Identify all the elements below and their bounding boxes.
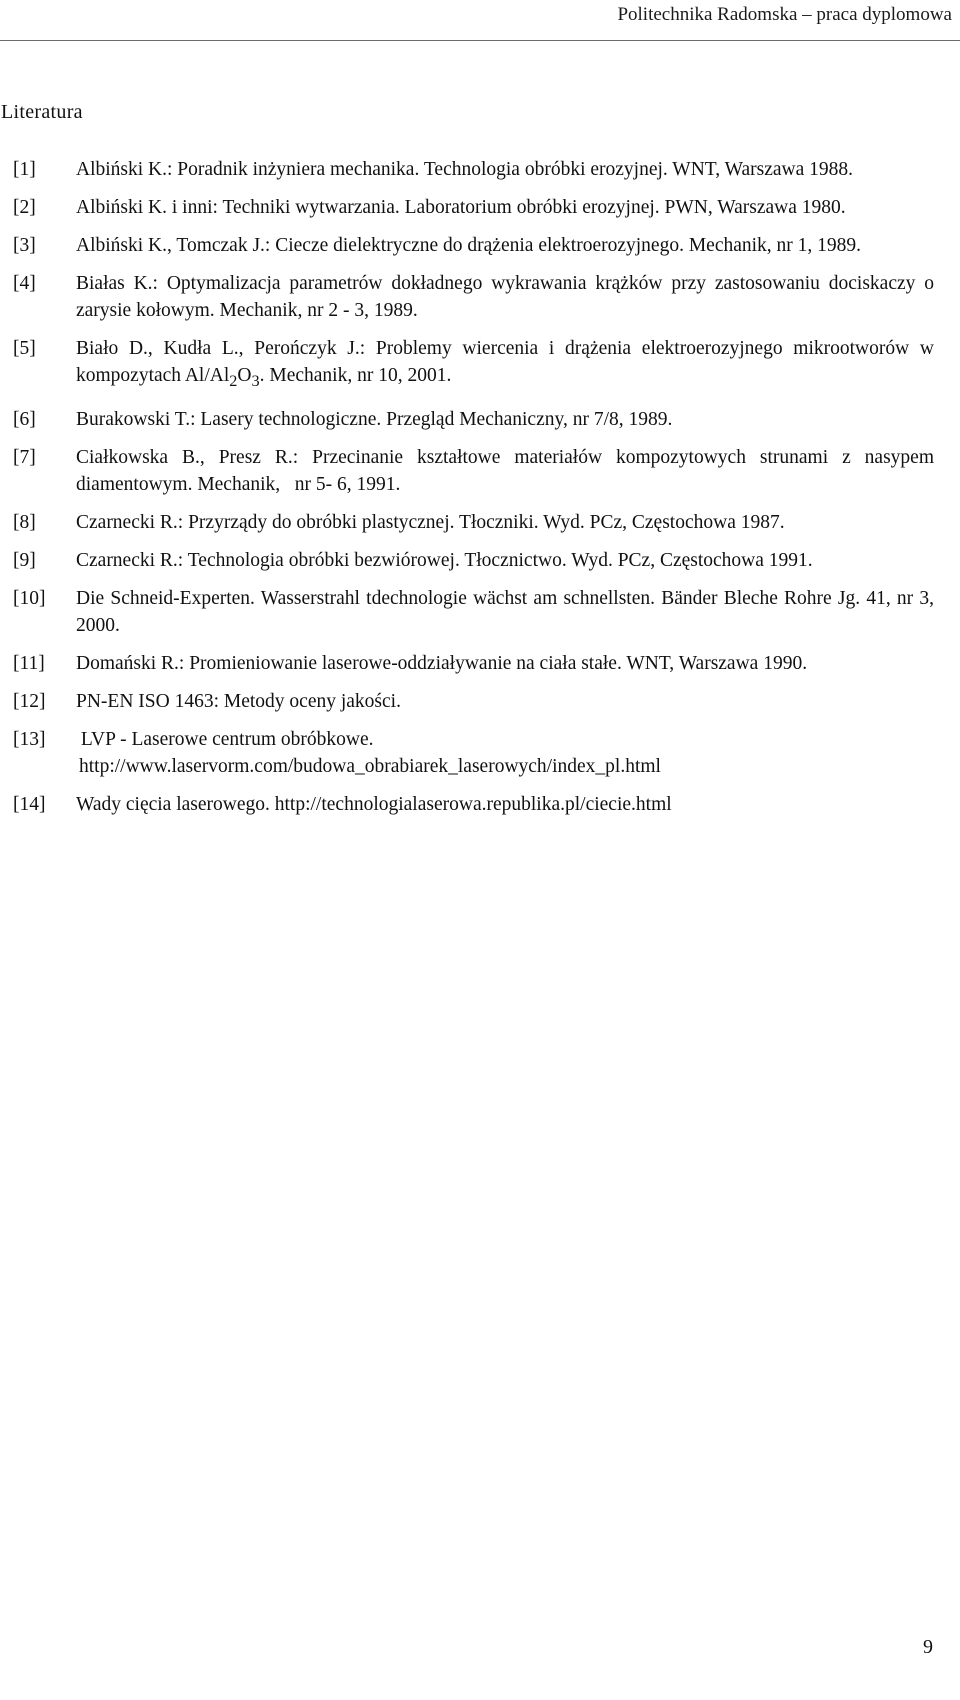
reference-item (0, 688, 960, 715)
reference-text: Albiński K. i inni: Techniki wytwarzania. Laboratorium obróbki erozyjnej. PWN, Warszawa 1980. (76, 197, 846, 218)
reference-number: [4] (13, 273, 36, 294)
reference-text: LVP - Laserowe centrum obróbkowe. (76, 728, 374, 750)
running-header: Politechnika Radomska – praca dyplomowa (617, 4, 952, 25)
reference-text: Wady cięcia laserowego. http://technologialaserowa.republika.pl/ciecie.html (76, 793, 672, 815)
reference-text: Domański R.: Promieniowanie laserowe-oddziaływanie na ciała stałe. WNT, Warszawa 1990. (76, 652, 808, 674)
reference-item (0, 156, 960, 183)
reference-number: [6] (13, 408, 36, 430)
reference-number: [2] (13, 197, 36, 218)
reference-number: [11] (13, 652, 45, 674)
page-number: 9 (923, 1636, 933, 1658)
reference-item (0, 547, 960, 574)
reference-number: [1] (13, 159, 36, 180)
reference-text: Czarnecki R.: Przyrządy do obróbki plastycznej. Tłoczniki. Wyd. PCz, Częstochowa 1987. (76, 511, 785, 533)
reference-text: Albiński K.: Poradnik inżyniera mechanika. Technologia obróbki erozyjnej. WNT, Warszawa 1988. (76, 159, 854, 180)
reference-number: [9] (13, 549, 36, 571)
reference-text: PN-EN ISO 1463: Metody oceny jakości. (76, 690, 401, 712)
reference-item (0, 444, 960, 498)
section-title: Literatura (1, 101, 83, 123)
subscript-digit: 2 (229, 371, 238, 390)
reference-url[interactable]: http://www.laservorm.com/budowa_obrabiarek_laserowych/index_pl.html (79, 755, 661, 777)
reference-item (0, 726, 960, 780)
reference-item (0, 585, 960, 639)
reference-text: Ciałkowska B., Presz R.: Przecinanie kształtowe materiałów kompozytowych strunami z nasypem diamentowym. Mechanik, nr 5- 6, 1991. (76, 446, 939, 495)
reference-text: Albiński K., Tomczak J.: Ciecze dielektryczne do drążenia elektroerozyjnego. Mechanik, nr 1, 1989. (76, 235, 862, 256)
reference-text: Czarnecki R.: Technologia obróbki bezwiórowej. Tłocznictwo. Wyd. PCz, Częstochowa 1991. (76, 549, 813, 571)
reference-number: [7] (13, 446, 36, 468)
header-divider (0, 40, 960, 41)
reference-number: [14] (13, 793, 46, 815)
reference-text-part: O (237, 365, 252, 386)
reference-number: [13] (13, 728, 46, 750)
reference-item (0, 791, 960, 818)
reference-item (0, 335, 960, 395)
reference-text: Białas K.: Optymalizacja parametrów dokładnego wykrawania krążków przy zastosowaniu dociskaczy o zarysie kołowym. Mechanik, nr 2 - 3, 1989. (76, 273, 934, 321)
reference-number: [10] (13, 587, 46, 609)
reference-text: Burakowski T.: Lasery technologiczne. Przegląd Mechaniczny, nr 7/8, 1989. (76, 408, 673, 430)
reference-number: [3] (13, 235, 36, 256)
reference-item (0, 232, 960, 259)
reference-text-part: Biało D., Kudła L., Perończyk J.: Problemy wiercenia i drążenia elektroerozyjnego mikrootworów w kompozytach Al/Al (76, 338, 934, 386)
reference-number: [12] (13, 690, 46, 712)
reference-item (0, 270, 960, 324)
reference-text: Die Schneid-Experten. Wasserstrahl tdechnologie wächst am schnellsten. Bänder Bleche Rohre Jg. 41, nr 3, 2000. (76, 587, 934, 636)
reference-text-part: . Mechanik, nr 10, 2001. (259, 365, 452, 386)
reference-number: [8] (13, 511, 36, 533)
subscript-digit: 3 (251, 371, 260, 390)
reference-item (0, 194, 960, 221)
bibliography-list (0, 156, 960, 829)
reference-text (76, 335, 934, 395)
reference-item (0, 650, 960, 677)
reference-item (0, 406, 960, 433)
reference-item (0, 509, 960, 536)
reference-number: [5] (13, 338, 36, 359)
